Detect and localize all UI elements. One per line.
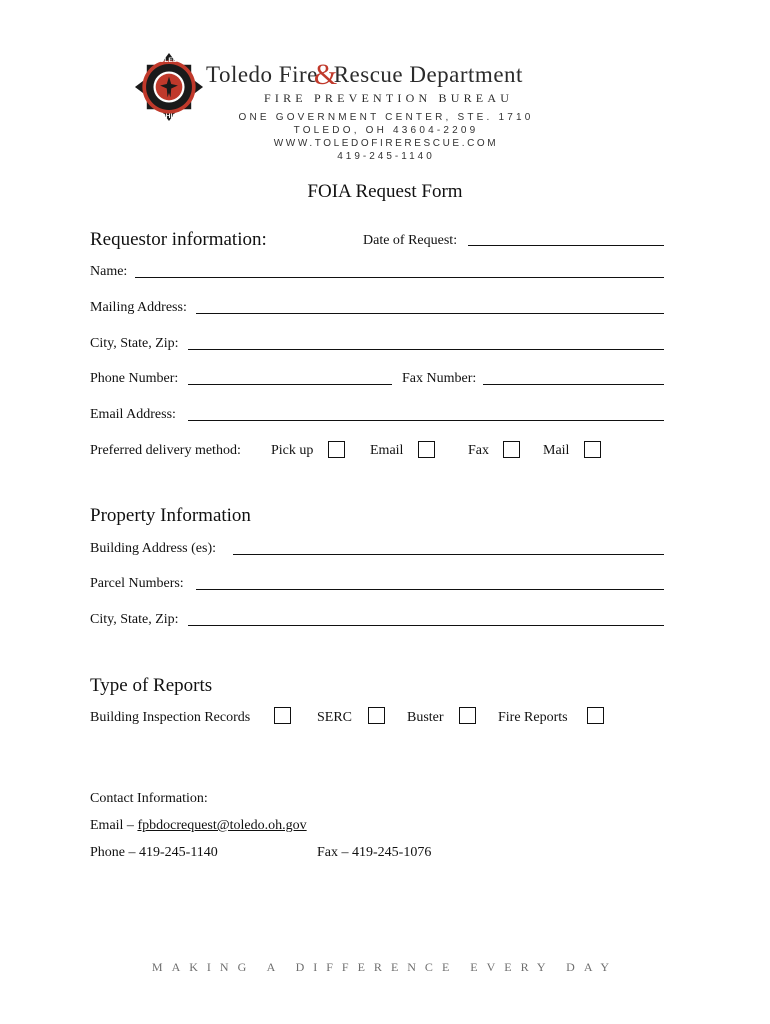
email-address-field[interactable] xyxy=(188,420,664,421)
address-line-2: TOLEDO, OH 43604-2209 xyxy=(293,125,479,136)
property-city-state-zip-label: City, State, Zip: xyxy=(90,612,179,627)
name-label: Name: xyxy=(90,264,128,279)
pickup-checkbox[interactable] xyxy=(328,441,345,458)
serc-checkbox[interactable] xyxy=(368,707,385,724)
fax-number-label: Fax Number: xyxy=(402,371,477,386)
date-field[interactable] xyxy=(468,245,664,246)
reports-heading: Type of Reports xyxy=(90,675,213,696)
department-title xyxy=(206,56,523,90)
mailing-address-field[interactable] xyxy=(196,313,664,314)
report-option-label: Building Inspection Records xyxy=(90,710,251,725)
form-title: FOIA Request Form xyxy=(307,181,463,202)
delivery-method-label: Preferred delivery method: xyxy=(90,443,241,458)
title-part-2: Rescue Department xyxy=(333,62,523,87)
footer-motto: MAKING A DIFFERENCE EVERY DAY xyxy=(151,960,619,974)
phone-number-label: Phone Number: xyxy=(90,371,179,386)
mailing-address-label: Mailing Address: xyxy=(90,300,187,315)
delivery-option-label: Fax xyxy=(468,443,489,458)
city-state-zip-field[interactable] xyxy=(188,349,664,350)
requestor-heading: Requestor information: xyxy=(90,229,267,250)
buster-checkbox[interactable] xyxy=(459,707,476,724)
mail-checkbox[interactable] xyxy=(584,441,601,458)
property-heading: Property Information xyxy=(90,505,251,526)
contact-email-prefix: Email – xyxy=(90,818,134,833)
name-field[interactable] xyxy=(135,277,664,278)
date-label: Date of Request: xyxy=(363,233,458,248)
fax-number-field[interactable] xyxy=(483,384,664,385)
building-address-label: Building Address (es): xyxy=(90,541,216,556)
report-option-label: Fire Reports xyxy=(498,710,568,725)
delivery-option-label: Mail xyxy=(543,443,570,458)
title-part-1: Toledo Fire xyxy=(206,62,318,87)
fire-reports-checkbox[interactable] xyxy=(587,707,604,724)
title-ampersand: & xyxy=(313,58,338,91)
parcel-numbers-label: Parcel Numbers: xyxy=(90,576,184,591)
report-option-label: SERC xyxy=(317,710,353,725)
fax-checkbox[interactable] xyxy=(503,441,520,458)
building-inspection-checkbox[interactable] xyxy=(274,707,291,724)
header-phone: 419-245-1140 xyxy=(337,151,435,162)
contact-email-link[interactable]: fpbdocrequest@toledo.oh.gov xyxy=(137,818,307,833)
phone-number-field[interactable] xyxy=(188,384,392,385)
bureau-name: FIRE PREVENTION BUREAU xyxy=(264,91,514,105)
email-checkbox[interactable] xyxy=(418,441,435,458)
email-address-label: Email Address: xyxy=(90,407,176,422)
city-state-zip-label: City, State, Zip: xyxy=(90,336,179,351)
parcel-numbers-field[interactable] xyxy=(196,589,664,590)
property-city-state-zip-field[interactable] xyxy=(188,625,664,626)
address-line-1: ONE GOVERNMENT CENTER, STE. 1710 xyxy=(238,112,534,123)
website: WWW.TOLEDOFIRERESCUE.COM xyxy=(273,138,499,149)
seal-top-text: TOLEDO xyxy=(155,56,183,64)
seal-bottom-text: OHIO xyxy=(160,113,178,121)
contact-fax: Fax – 419-245-1076 xyxy=(317,845,432,860)
delivery-option-label: Email xyxy=(370,443,404,458)
contact-heading: Contact Information: xyxy=(90,791,208,806)
building-address-field[interactable] xyxy=(233,554,664,555)
contact-phone: Phone – 419-245-1140 xyxy=(90,845,218,860)
report-option-label: Buster xyxy=(407,710,444,725)
contact-email-row xyxy=(90,818,307,834)
delivery-option-label: Pick up xyxy=(271,443,314,458)
